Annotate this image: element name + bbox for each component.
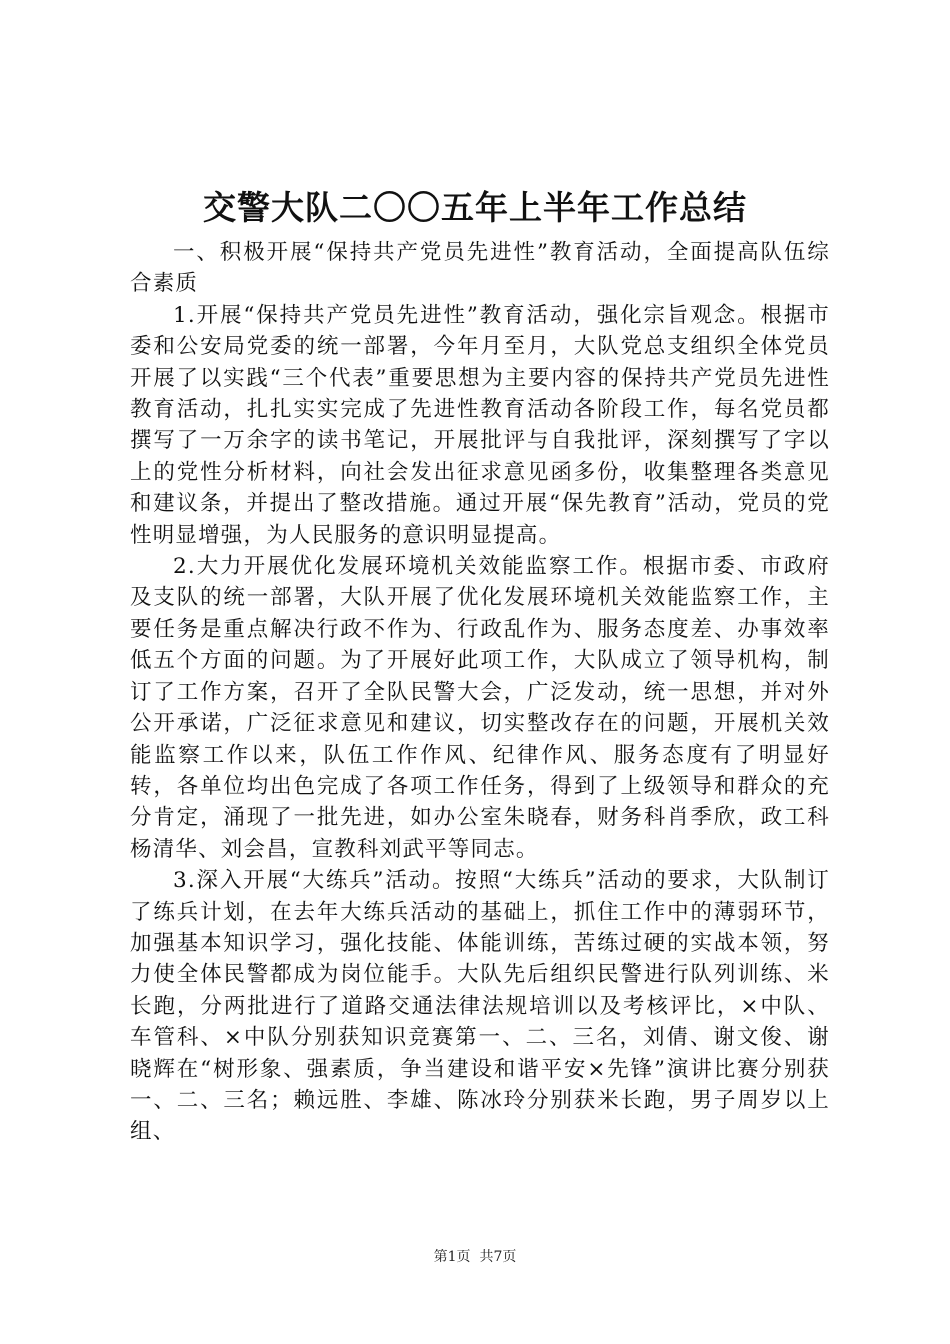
section-heading-paragraph: 一、积极开展“保持共产党员先进性”教育活动，全面提高队伍综合素质	[130, 240, 830, 297]
document-body	[130, 237, 830, 1148]
document-title: 交警大队二〇〇五年上半年工作总结	[203, 188, 747, 227]
page-footer	[0, 1247, 950, 1267]
body-paragraph: 2.大力开展优化发展环境机关效能监察工作。根据市委、市政府及支队的统一部署，大队开展了优化发展环境机关效能监察工作，主要任务是重点解决行政不作为、行政乱作为、服务态度差、办事效率低五个方面的问题。为了开展好此项工作，大队成立了领导机构，制订了工作方案，召开了全队民警大会，广泛发动，统一思想，并对外公开承诺，广泛征求意见和建议，切实整改存在的问题，开展机关效能监察工作以来，队伍工作作风、纪律作风、服务态度有了明显好转，各单位均出色完成了各项工作任务，得到了上级领导和群众的充分肯定，涌现了一批先进，如办公室朱晓春，财务科肖季欣，政工科杨清华、刘会昌，宣教科刘武平等同志。	[130, 554, 830, 862]
page-number: 第1页	[433, 1249, 471, 1265]
body-paragraph: 3.深入开展“大练兵”活动。按照“大练兵”活动的要求，大队制订了练兵计划，在去年大练兵活动的基础上，抓住工作中的薄弱环节，加强基本知识学习，强化技能、体能训练，苦练过硬的实战本领，努力使全体民警都成为岗位能手。大队先后组织民警进行队列训练、米长跑，分两批进行了道路交通法律法规培训以及考核评比，×中队、车管科、×中队分别获知识竞赛第一、二、三名，刘倩、谢文俊、谢晓辉在“树形象、强素质，争当建设和谐平安×先锋”演讲比赛分别获一、二、三名；赖远胜、李雄、陈冰玲分别获米长跑，男子周岁以上组、	[130, 868, 830, 1145]
body-paragraph: 1.开展“保持共产党员先进性”教育活动，强化宗旨观念。根据市委和公安局党委的统一部署，今年月至月，大队党总支组织全体党员开展了以实践“三个代表”重要思想为主要内容的保持共产党员先进性教育活动，扎扎实实完成了先进性教育活动各阶段工作，每名党员都撰写了一万余字的读书笔记，开展批评与自我批评，深刻撰写了字以上的党性分析材料，向社会发出征求意见函多份，收集整理各类意见和建议条，并提出了整改措施。通过开展“保先教育”活动，党员的党性明显增强，为人民服务的意识明显提高。	[130, 302, 830, 548]
page-total: 共7页	[479, 1249, 517, 1265]
